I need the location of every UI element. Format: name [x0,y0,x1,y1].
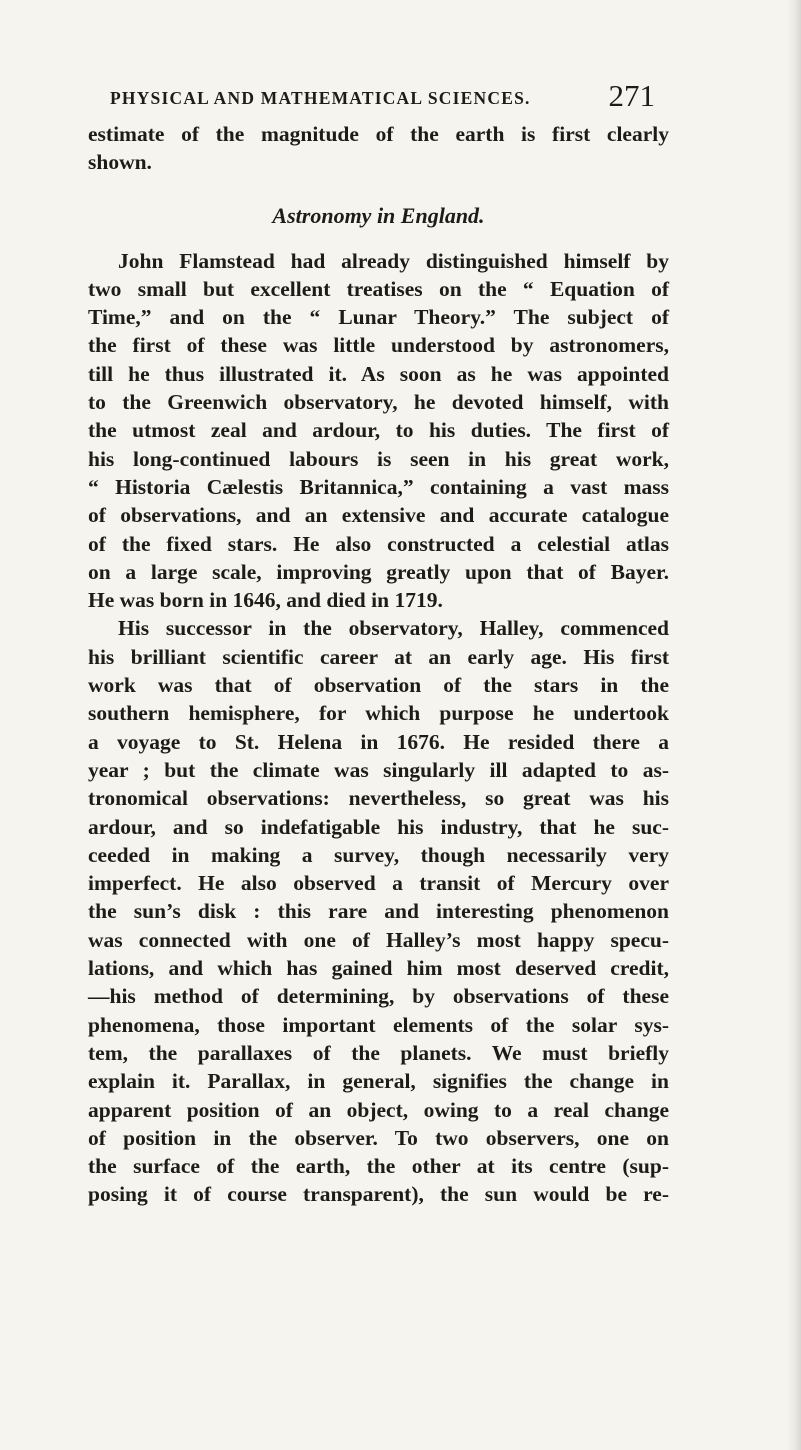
text-line: lations, and which has gained him most deserved credit, [88,956,669,981]
text-line: “ Historia Cælestis Britannica,” containing a vast mass [88,474,669,499]
text-line: apparent position of an object, owing to a real change [88,1097,669,1122]
text-line: of observations, and an extensive and accurate catalogue [88,503,669,528]
text-line: Time,” and on the “ Lunar Theory.” The subject of [88,305,669,330]
text-line: tem, the parallaxes of the planets. We must briefly [88,1040,669,1065]
text-line: the utmost zeal and ardour, to his duties. The first of [88,418,669,443]
text-line: of the fixed stars. He also constructed a celestial atlas [88,531,669,556]
text-line: was connected with one of Halley’s most happy specu- [88,927,669,952]
text-line: his brilliant scientific career at an early age. His first [88,644,669,669]
running-head: PHYSICAL AND MATHEMATICAL SCIENCES. [110,88,531,108]
text-line: —his method of determining, by observations of these [88,984,669,1009]
text-line: explain it. Parallax, in general, signifies the change in [88,1069,669,1094]
page-edge-shadow [787,0,801,1450]
intro-text [88,120,669,177]
text-line: shown. [88,150,152,175]
text-line: the surface of the earth, the other at its centre (sup- [88,1154,669,1179]
text-line: on a large scale, improving greatly upon that of Bayer. [88,559,669,584]
page-header [110,78,655,118]
text-line: two small but excellent treatises on the “ Equation of [88,276,669,301]
text-line: the sun’s disk : this rare and interesting phenomenon [88,899,669,924]
text-line: He was born in 1646, and died in 1719. [88,588,443,613]
text-line: His successor in the observatory, Halley, commenced [118,616,669,641]
page-number: 271 [608,78,655,113]
text-line: John Flamstead had already distinguished himself by [118,248,669,273]
body-text [88,120,669,1209]
text-line: the first of these was little understood by astronomers, [88,333,669,358]
paragraph-flamstead [88,247,669,615]
text-line: his long-continued labours is seen in his great work, [88,446,669,471]
text-line: ceeded in making a survey, though necessarily very [88,842,669,867]
text-line: phenomena, those important elements of the solar sys- [88,1012,669,1037]
section-heading: Astronomy in England. [272,202,485,228]
text-line: till he thus illustrated it. As soon as he was appointed [88,361,669,386]
paragraph-halley [88,614,669,1208]
text-line: posing it of course transparent), the sun would be re- [88,1182,669,1207]
text-line: to the Greenwich observatory, he devoted himself, with [88,390,669,415]
text-line: ardour, and so indefatigable his industry, that he suc- [88,814,669,839]
text-line: work was that of observation of the stars in the [88,673,669,698]
text-line: southern hemisphere, for which purpose he undertook [88,701,669,726]
text-line: estimate of the magnitude of the earth is first clearly [88,122,669,146]
text-line: imperfect. He also observed a transit of Mercury over [88,871,669,896]
text-line: a voyage to St. Helena in 1676. He resided there a [88,729,669,754]
text-line: of position in the observer. To two observers, one on [88,1125,669,1150]
text-line: tronomical observations: nevertheless, so great was his [88,786,669,811]
text-line: year ; but the climate was singularly ill adapted to as- [88,757,669,782]
